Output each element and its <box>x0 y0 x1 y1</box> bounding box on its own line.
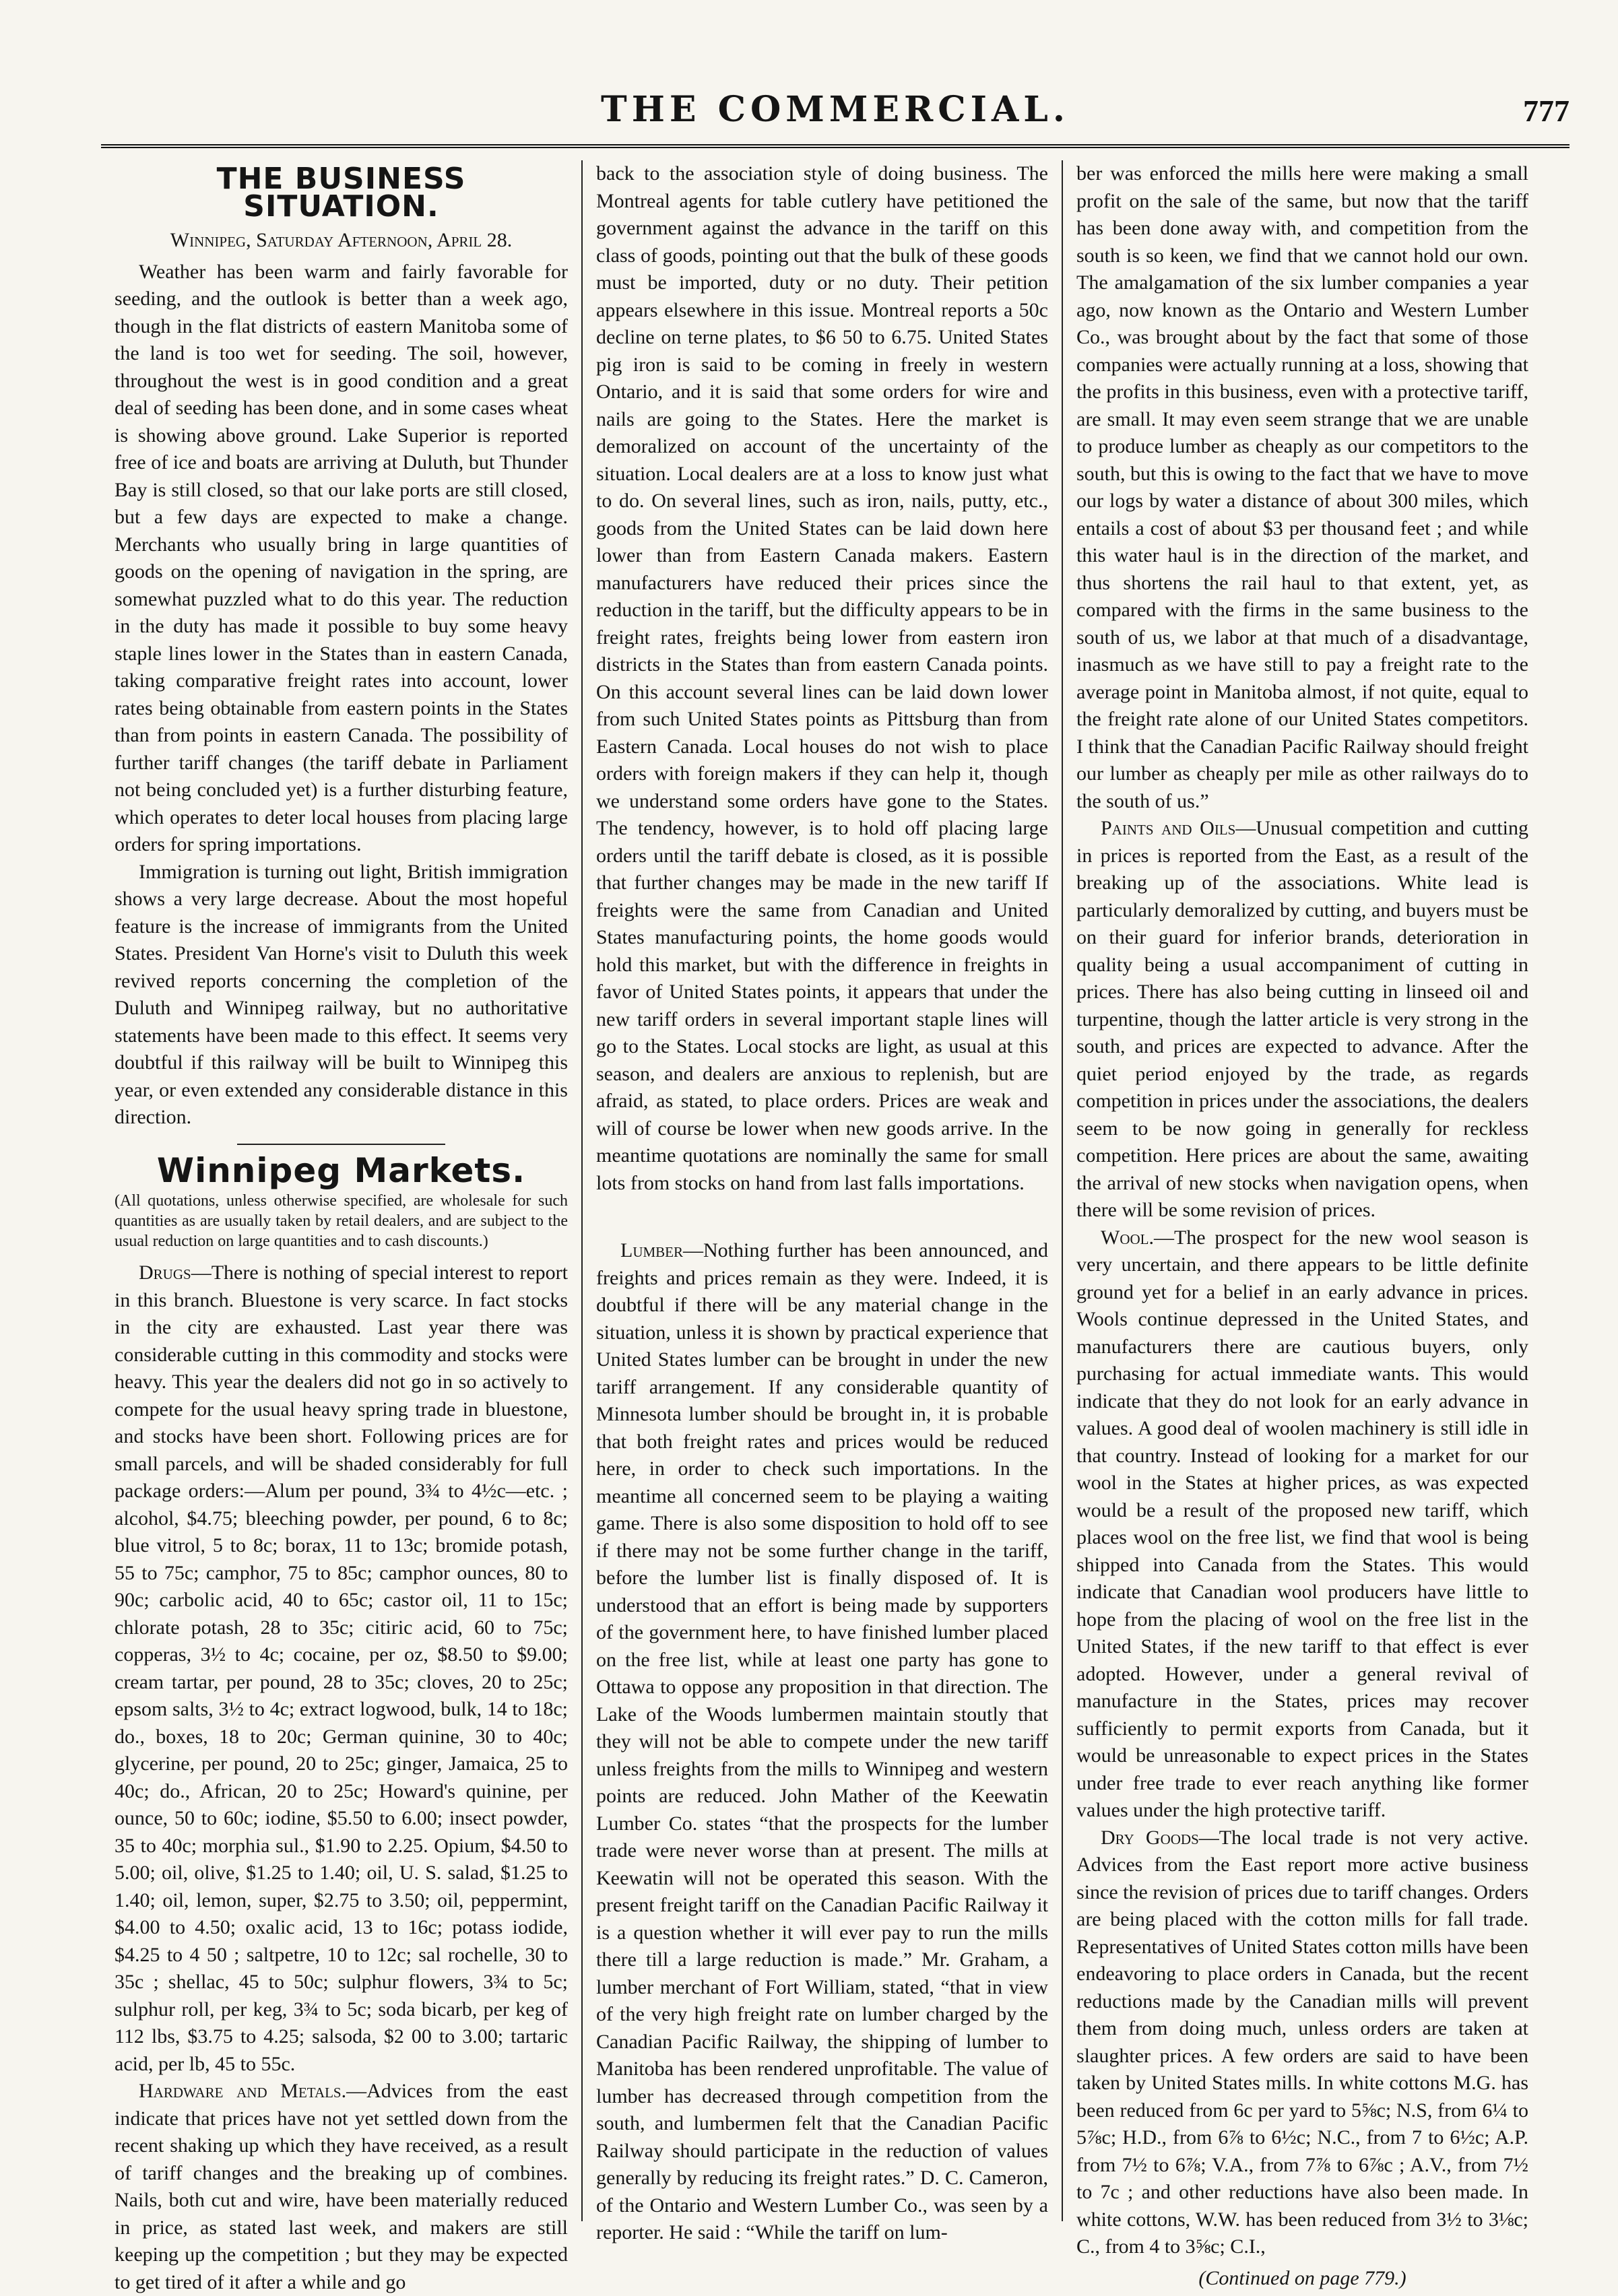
section-divider <box>237 1144 446 1145</box>
paragraph-hardware <box>115 2078 568 2296</box>
masthead-title: THE COMMERCIAL. <box>601 89 1070 130</box>
text-dry-goods: —The local trade is not very active. Advices from the East report more active business since the revision of prices due to tariff changes. Orders are being placed with the cotton mills for fall trade. Representatives of United States cotton mills have been endeavoring to place orders in Canada, but the recent reductions made by the Canadian mills will prevent them from doing much, unless orders are taken at slaughter prices. A few orders are said to have been taken by United States mills. In white cottons M.G. has been reduced from 6c per yard to 5⅝c; N.S, from 6¼ to 5⅞c; H.D., from 6⅞ to 6½c; N.C., from 7 to 6½c; A.P. from 7½ to 6⅞; V.A., from 7⅞ to 6⅞c ; A.V., from 7½ to 7c ; and other reductions have also been made. In white cottons, W.W. has been reduced from 3½ to 3⅛c; C., from 4 to 3⅝c; C.I., <box>1076 1826 1528 2258</box>
paragraph-dry-goods <box>1076 1825 1528 2261</box>
page-number: 777 <box>1523 94 1570 128</box>
label-paints: Paints and Oils <box>1101 817 1236 839</box>
paragraph-immigration: Immigration is turning out light, British immigration shows a very large decrease. About the most hopeful feature is the increase of immigrants from the United States. President Van Horne's visit to Duluth this week revived reports concerning the completion of the Duluth and Winnipeg railway, but no authoritative statements have been made to this effect. It seems very doubtful if this railway will be built to Winnipeg this year, or even extended any considerable distance in this direction. <box>115 860 568 1128</box>
paragraph-lumber-continued: ber was enforced the mills here were making a small profit on the sale of the same, but now that the tariff has been done away with, and competition from the south is so keen, we find that we cannot hold our own. The amalgamation of the six lumber companies a year ago, now known as the Ontario and Western Lumber Co., was brought about by the fact that some of those companies were actually running at a loss, showing that the profits in this business, even with a protective tariff, are small. It may even seem strange that we are unable to produce lumber as cheaply as our competitors to the south, but this is owing to the fact that we have to move our logs by water a distance of about 300 miles, which entails a cost of about $3 per thousand feet ; and while this water haul is in the direction of the market, and thus shortens the rail haul to that extent, yet, as compared with the firms in the same business to the south of us, we labor at that much of a disadvantage, inasmuch as we have still to pay a freight rate to the average point in Manitoba almost, if not quite, equal to the freight rate alone of our United States competitors. I think that the Canadian Pacific Railway should freight our lumber as cheaply per mile as other railways do to the south of us.” <box>1076 162 1528 812</box>
paragraph-weather: Weather has been warm and fairly favorable for seeding, and the outlook is better than a week ago, though in the flat districts of eastern Manitoba some of the land is too wet for seeding. The soil, however, throughout the west is in good condition and a great deal of seeding has been done, and in some cases wheat is showing above ground. Lake Superior is reported free of ice and boats are arriving at Duluth, but Thunder Bay is still closed, so that our lake ports are still closed, but a few days are expected to make a change. Merchants who usually bring in large quantities of goods on the opening of navigation in the spring, are somewhat puzzled what to do this year. The reduction in the duty has made it possible to buy some heavy staple lines lower in the States than in eastern Canada, taking comparative freight rates into account, lower rates being obtainable from eastern points in the States than from points in eastern Canada. The possibility of further tariff changes (the tariff debate in Parliament not being concluded yet) is a further disturbing feature, which operates to deter local houses from placing large orders for spring importations. <box>115 260 568 855</box>
heading-winnipeg-markets: Winnipeg Markets. <box>156 1150 526 1190</box>
paragraph-drugs <box>115 1259 568 2078</box>
label-drugs: Drugs <box>139 1261 191 1284</box>
column-gap <box>596 1197 1048 1237</box>
heading-business-situation: THE BUSINESS SITUATION. <box>216 162 466 224</box>
label-dry-goods: Dry Goods <box>1101 1826 1199 1849</box>
paragraph-paints <box>1076 815 1528 1224</box>
newspaper-page <box>101 79 1570 2293</box>
label-hardware: Hardware and Metals. <box>139 2080 347 2102</box>
text-lumber: —Nothing further has been announced, and freights and prices remain as they were. Indeed, it is doubtful if there will be any material change in the situation, unless it is shown by practical experience that United States lumber can be brought in under the new tariff arrangement. If any considerable quantity of Minnesota lumber should be brought in, it is probable that both freight rates and prices would be reduced here, in order to check such importations. In the meantime all concerned seem to be playing a waiting game. There is also some disposition to hold off to see if there may not be some further change in the tariff, before the lumber list is finally disposed of. It is understood that an effort is being made by supporters of the government here, to have finished lumber placed on the free list, while at least one party has gone to Ottawa to oppose any proposition in that direction. The Lake of the Woods lumbermen maintain stoutly that they will not be able to compete under the new tariff unless freights from the mills to Winnipeg and western points are reduced. John Mather of the Keewatin Lumber Co. states “that the prospects for the lumber trade were never worse than at present. The mills at Keewatin will not be operated this season. With the present freight tariff on the Canadian Pacific Railway it is a question whether it will ever pay to run the mills there till a large reduction is made.” Mr. Graham, a lumber merchant of Fort William, stated, “that in view of the very high freight rate on lumber charged by the Canadian Pacific Railway, the shipping of lumber to Manitoba has been rendered unprofitable. The value of lumber has decreased through competition from the south, and lumbermen felt that the Canadian Pacific Railway should participate in the reduction of values generally by reducing its freight rates.” D. C. Cameron, of the Ontario and Western Lumber Co., was seen by a reporter. He said : “While the tariff on lum- <box>596 1239 1048 2243</box>
paragraph-lumber <box>596 1237 1048 2247</box>
quotations-note: (All quotations, unless otherwise specified, are wholesale for such quantities as are usually taken by retail dealers, and are subject to the usual reduction on large quantities and to cash discounts.) <box>115 1192 568 1250</box>
column-1 <box>101 160 581 2293</box>
text-drugs: —There is nothing of special interest to report in this branch. Bluestone is very scarce. In fact stocks in the city are exhausted. Last year there was considerable cutting in this commodity and stocks were heavy. This year the dealers did not go in so actively to compete for the usual heavy spring trade in bluestone, and stocks have been short. Following prices are for small parcels, and will be shaded considerably for full package orders:—Alum per pound, 3¾ to 4½c—etc. ; alcohol, $4.75; bleeching powder, per pound, 6 to 8c; blue vitrol, 5 to 8c; borax, 11 to 13c; bromide potash, 55 to 75c; camphor, 75 to 85c; camphor ounces, 80 to 90c; carbolic acid, 40 to 65c; castor oil, 11 to 15c; chlorate potash, 28 to 35c; citiric acid, 60 to 75c; copperas, 3½ to 4c; cocaine, per oz, $8.50 to $9.00; cream tartar, per pound, 28 to 35c; cloves, 20 to 25c; epsom salts, 3½ to 4c; extract logwood, bulk, 14 to 18c; do., boxes, 18 to 20c; German quinine, 30 to 40c; glycerine, per pound, 20 to 25c; ginger, Jamaica, 25 to 40c; do., African, 20 to 25c; Howard's quinine, per ounce, 50 to 60c; iodine, $5.50 to 6.00; insect powder, 35 to 40c; morphia sul., $1.90 to 2.25. Opium, $4.50 to 5.00; oil, olive, $1.25 to 1.40; oil, U. S. salad, $1.25 to 1.40; oil, lemon, super, $2.75 to 3.50; oil, peppermint, $4.00 to 4.50; oxalic acid, 13 to 16c; potass iodide, $4.25 to 4 50 ; saltpetre, 10 to 12c; sal rochelle, 30 to 35c ; shellac, 45 to 50c; sulphur flowers, 3¾ to 5c; sulphur roll, per keg, 3¾ to 5c; soda bicarb, per keg of 112 lbs, $3.75 to 4.25; salsoda, $2 00 to 3.00; tartaric acid, per lb, 45 to 55c. <box>115 1261 568 2075</box>
article-columns <box>101 160 1570 2293</box>
label-lumber: Lumber <box>620 1239 684 1261</box>
column-3 <box>1062 160 1542 2289</box>
text-hardware: —Advices from the east indicate that prices have not yet settled down from the recent shaking up which they have received, as a result of tariff changes and the breaking up of combines. Nails, both cut and wire, have been materially reduced in price, as stated last week, and makers are still keeping up the competition ; but they may be expected to get tired of it after a while and go <box>115 2080 568 2293</box>
label-wool: Wool. <box>1101 1226 1154 1249</box>
continued-notice: (Continued on page 779.) <box>1198 2266 1406 2289</box>
dateline: Winnipeg, Saturday Afternoon, April 28. <box>170 229 513 251</box>
text-paints: —Unusual competition and cutting in prices is reported from the East, as a result of the breaking up of the associations. White lead is particularly demoralized by cutting, and buyers must be on their guard for inferior brands, deterioration in quality being a usual accompaniment of cutting in prices. There has also being cutting in linseed oil and turpentine, though the latter article is very strong in the south, and prices are expected to advance. After the quiet period enjoyed by the trade, as regards competition in prices under the associations, the dealers seem to be now going in generally for reckless competition. Here prices are about the same, awaiting the arrival of new stocks when navigation opens, when there will be some revision of prices. <box>1076 817 1528 1221</box>
masthead <box>101 79 1570 148</box>
paragraph-hardware-continued: back to the association style of doing business. The Montreal agents for table cutlery have petitioned the government against the advance in the tariff on this class of goods, pointing out that the bulk of these goods must be imported, duty or no duty. Their petition appears elsewhere in this issue. Montreal reports a 50c decline on terne plates, to $6 50 to 6.75. United States pig iron is said to be coming in freely in western Ontario, and it is said that some orders for wire and nails are going to the States. Here the market is demoralized on account of the uncertainty of the situation. Local dealers are at a loss to know just what to do. On several lines, such as iron, nails, putty, etc., goods from the United States can be laid down here lower than from Eastern Canada makers. Eastern manufacturers have reduced their prices since the reduction in the tariff, but the difficulty appears to be in freight rates, freights being lower from eastern iron districts in the States than from eastern Canada points. On this account several lines can be laid down lower from such United States points as Pittsburg than from Eastern Canada. Local houses do not wish to place orders with foreign makers if they can help it, though we understand some orders have gone to the States. The tendency, however, is to hold off placing large orders until the tariff debate is closed, as it is possible that further changes may be made in the new tariff If freights were the same from Canadian and United States manufacturing points, the home goods would hold this market, but with the difference in freights in favor of United States points, it appears that under the new tariff orders in several important staple lines will go to the States. Local stocks are light, as usual at this season, and dealers are anxious to replenish, but are afraid, as stated, to place orders. Prices are weak and will of course be lower when new goods arrive. In the meantime quotations are nominally the same for small lots from stocks on hand from last falls importations. <box>596 162 1048 1194</box>
text-wool: —The prospect for the new wool season is very uncertain, and there appears to be little definite ground yet for a belief in an early advance in prices. Wools continue depressed in the United States, and manufacturers there are cautious buyers, only purchasing for actual immediate wants. This would indicate that they do not look for an early advance in values. A good deal of woolen machinery is still idle in that country. Instead of looking for a market for our wool in the States at higher prices, as was expected would be a result of the proposed new tariff, which places wool on the free list, we find that wool is being shipped into Canada from the States. This would indicate that Canadian wool producers have little to hope from the placing of wool on the free list in the United States, if the new tariff to that effect is ever adopted. However, under a general revival of manufacture in the States, prices may recover sufficiently to permit exports from Canada, but it would be unreasonable to expect prices in the States under free trade to ever reach anything like former values under the high protective tariff. <box>1076 1226 1528 1821</box>
column-2 <box>581 160 1062 2243</box>
paragraph-wool <box>1076 1224 1528 1825</box>
